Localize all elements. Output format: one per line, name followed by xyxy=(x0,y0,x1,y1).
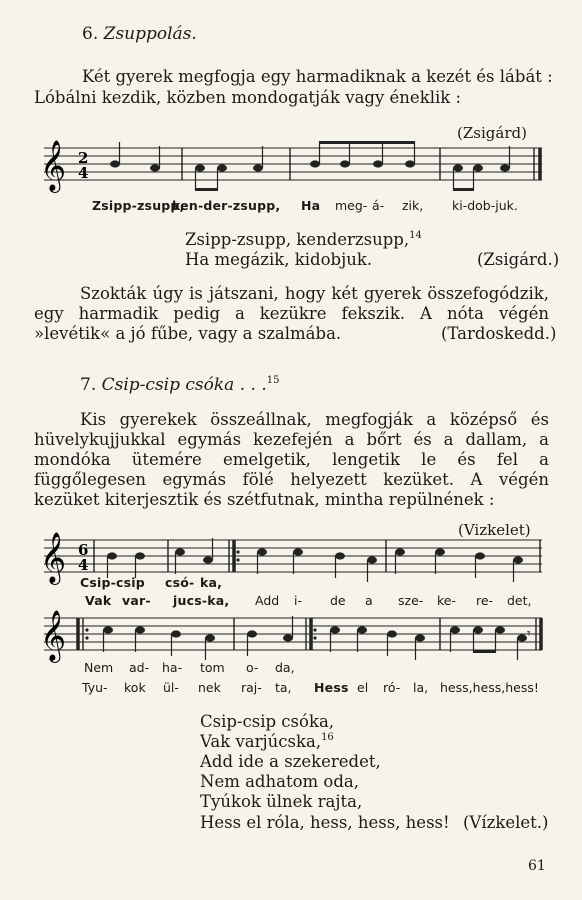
lyric-syllable: zik, xyxy=(402,198,424,213)
footnote-ref: 14 xyxy=(409,230,422,241)
verse-7-source: (Vízkelet.) xyxy=(463,813,549,832)
music-staff-zsuppolas xyxy=(0,138,582,198)
lyric-syllable: Csip-csip xyxy=(80,575,145,590)
lyric-syllable: ta, xyxy=(275,680,292,695)
verse-6-source: (Zsigárd.) xyxy=(477,250,560,269)
lyric-syllable: da, xyxy=(275,660,295,675)
verse-7-line-1: Csip-csip csóka, xyxy=(200,712,335,731)
lyric-syllable: Zsipp-zsupp, xyxy=(92,198,185,213)
note-source: (Tardoskedd.) xyxy=(441,324,557,343)
svg-text:𝄞: 𝄞 xyxy=(40,140,67,191)
verse-7-line-5: Tyúkok ülnek rajta, xyxy=(200,792,363,811)
verse-7-line-4: Nem adhatom oda, xyxy=(200,772,359,791)
lyric-syllable: la, xyxy=(413,680,429,695)
footnote-ref: 15 xyxy=(266,375,280,386)
svg-text:𝄾: 𝄾 xyxy=(527,626,531,642)
verse-6-line-2: Ha megázik, kidobjuk. xyxy=(185,250,373,269)
section-7-number: 7. xyxy=(80,375,97,395)
section-6-number: 6. xyxy=(82,24,99,44)
lyric-syllable: Ha xyxy=(301,198,321,213)
lyric-syllable: csó- xyxy=(165,575,195,590)
svg-text:4: 4 xyxy=(78,556,89,574)
lyric-syllable: i- xyxy=(294,593,302,608)
verse-7-line-6: Hess el róla, hess, hess, hess! xyxy=(200,813,450,832)
lyric-syllable: Add xyxy=(255,593,280,608)
lyric-syllable: ad- xyxy=(129,660,150,675)
lyric-syllable: ka, xyxy=(200,575,223,590)
lyric-syllable: ken-der-zsupp, xyxy=(172,198,281,213)
lyric-syllable: ki-dob-juk. xyxy=(452,198,518,213)
lyric-syllable: tom xyxy=(200,660,225,675)
lyric-syllable: det, xyxy=(507,593,532,608)
music-staff-csip-csip-2 xyxy=(0,608,582,668)
lyric-syllable: re- xyxy=(476,593,494,608)
music-source-zsigard: (Zsigárd) xyxy=(457,124,527,142)
section-6-heading: Zsuppolás. xyxy=(103,24,197,44)
section-7-title xyxy=(80,375,279,395)
svg-text:2: 2 xyxy=(78,149,89,167)
svg-text:4: 4 xyxy=(78,164,89,182)
verse-text: Vak varjúcska, xyxy=(200,732,322,751)
lyric-syllable: Tyu- xyxy=(82,680,108,695)
lyric-syllable: o- xyxy=(246,660,259,675)
music-source-vizkelet: (Vizkelet) xyxy=(458,521,531,539)
section-7-heading: Csip-csip csóka . . . xyxy=(101,375,267,395)
verse-text: Zsipp-zsupp, kenderzsupp, xyxy=(185,230,410,249)
verse-7-line-2 xyxy=(200,732,334,751)
lyric-syllable: sze- xyxy=(398,593,424,608)
lyric-syllable: kok xyxy=(124,680,146,695)
note-text: Szokták úgy is játszani, hogy két gyerek összefogódzik, egy harmadik pedig a kezükre fekszik. A nóta végén »levétik« a jó fűbe, vagy a szalmába. xyxy=(34,284,549,343)
lyric-syllable: a xyxy=(365,593,373,608)
verse-7-line-3: Add ide a szekeredet, xyxy=(200,752,381,771)
footnote-ref: 16 xyxy=(321,732,334,743)
lyric-syllable: Hess xyxy=(314,680,349,695)
lyric-syllable: ke- xyxy=(437,593,456,608)
section-6-title xyxy=(82,24,197,44)
lyric-syllable: nek xyxy=(198,680,221,695)
section-6-intro-1: Két gyerek megfogja egy harmadiknak a kezét és lábát : xyxy=(82,67,553,86)
svg-text:𝄞: 𝄞 xyxy=(40,532,67,583)
lyric-syllable: var- xyxy=(122,593,151,608)
lyric-syllable: Vak xyxy=(85,593,112,608)
paragraph-text: Kis gyerekek összeállnak, megfogják a középső és hüvelykujjukkal egymás kezefején a bőrt és a dallam, a mondóka ütemére emelgetik, lengetik le és fel a függőlegesen egymás fölé helyezett kezüket. A végén kezüket kiterjesztik és szétfutnak, mintha repülnének : xyxy=(34,410,549,509)
lyric-syllable: ró- xyxy=(383,680,401,695)
page-number: 61 xyxy=(528,858,546,874)
svg-text:𝄞: 𝄞 xyxy=(40,610,67,661)
lyric-syllable: ha- xyxy=(162,660,183,675)
lyric-syllable: de xyxy=(330,593,346,608)
svg-text:6: 6 xyxy=(78,541,89,559)
lyric-syllable: hess,hess,hess! xyxy=(440,680,539,695)
lyric-syllable: Nem xyxy=(84,660,114,675)
lyric-syllable: á- xyxy=(372,198,385,213)
lyric-syllable: el xyxy=(357,680,369,695)
lyric-syllable: meg- xyxy=(335,198,368,213)
section-7-paragraph xyxy=(34,410,549,510)
verse-6-line-1 xyxy=(185,230,422,249)
lyric-syllable: raj- xyxy=(241,680,262,695)
lyric-syllable: ül- xyxy=(163,680,179,695)
section-6-intro-2: Lóbálni kezdik, közben mondogatják vagy éneklik : xyxy=(34,88,462,107)
lyric-syllable: jucs-ka, xyxy=(173,593,230,608)
